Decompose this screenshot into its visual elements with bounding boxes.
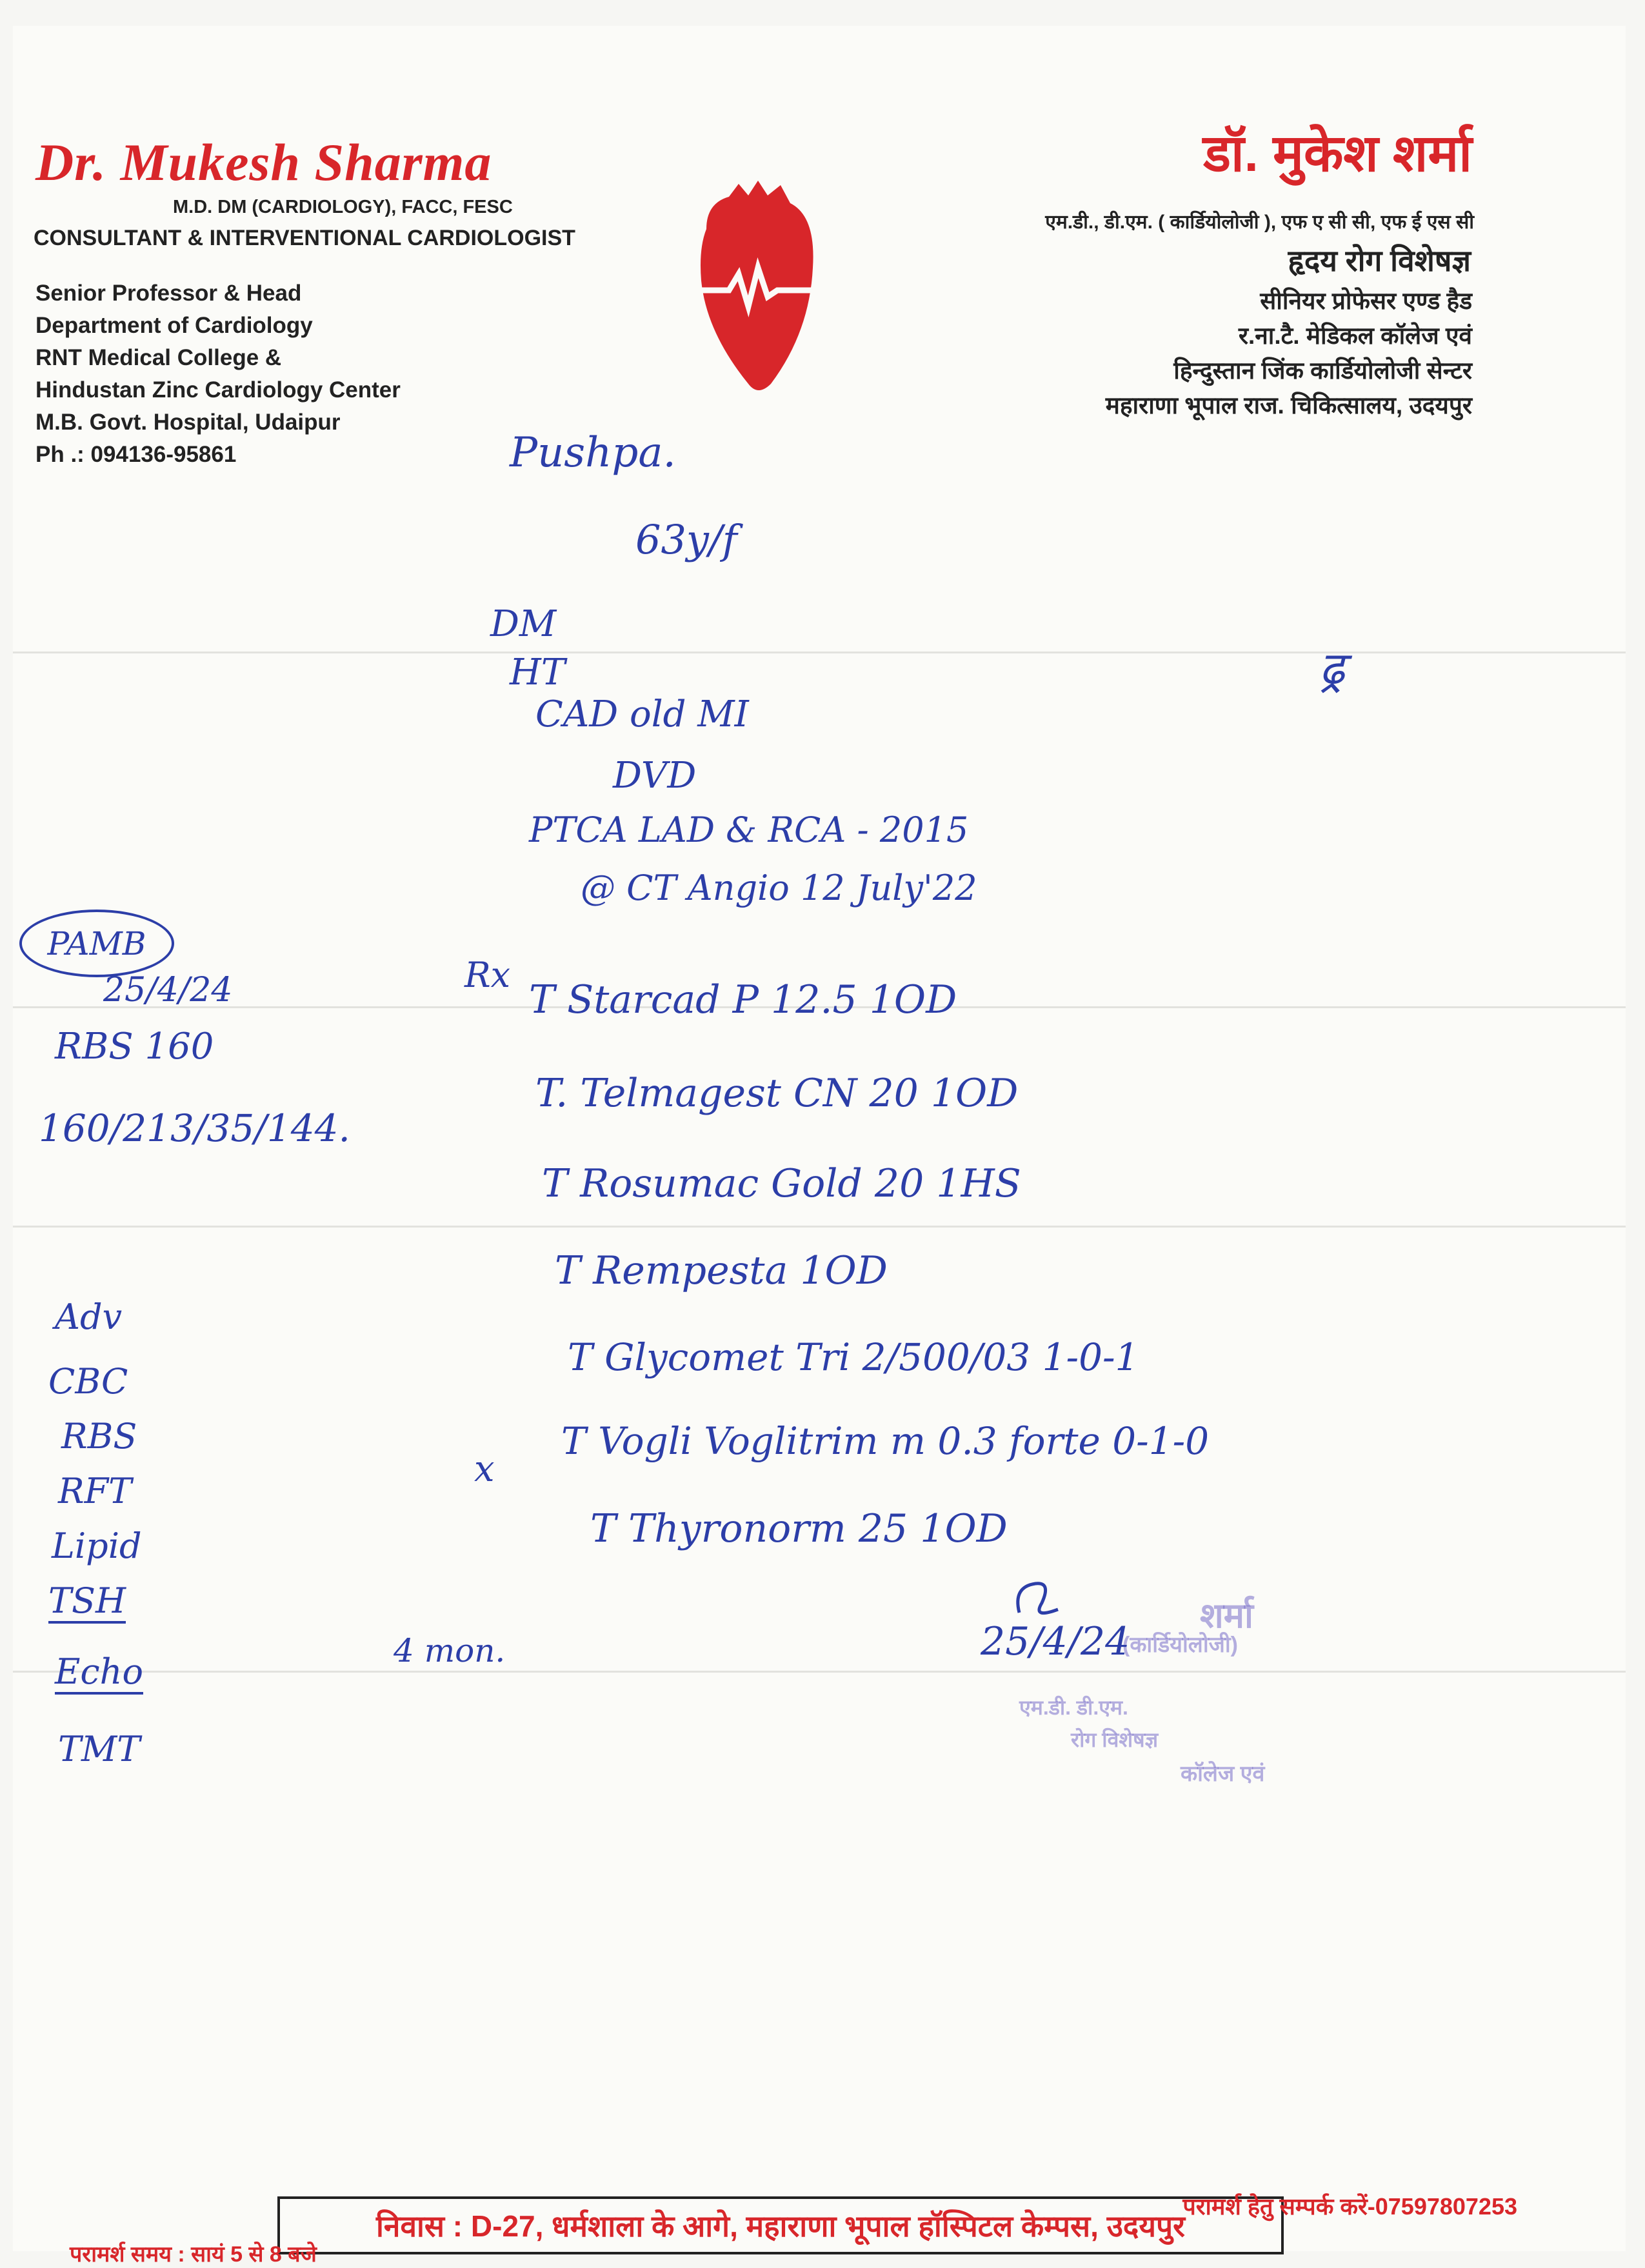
cross-mark: x [474,1448,495,1490]
affiliation-line: RNT Medical College & [35,345,282,370]
affiliation-line: M.B. Govt. Hospital, Udaipur [35,410,341,435]
contact-number: परामर्श हेतु सम्पर्क करें-07597807253 [1182,2193,1517,2220]
bp-label-circled: PAMB [19,910,174,977]
investigation-item: TSH [48,1580,126,1624]
affiliation-line-hindi: सीनियर प्रोफेसर एण्ड हैड [1260,288,1472,314]
investigation-item: Adv [55,1297,123,1337]
medication-item: T Rosumac Gold 20 1HS [542,1161,1021,1206]
residence-address: निवास : D-27, धर्मशाला के आगे, महाराणा भूपाल हॉस्पिटल केम्पस, उदयपुर [277,2196,1284,2254]
history-item: PTCA LAD & RCA - 2015 [529,810,969,850]
doctor-affiliations [35,277,401,471]
history-item: DM [490,603,557,645]
medication-item: T Starcad P 12.5 1OD [529,977,957,1022]
rbs-reading: RBS 160 [55,1026,214,1068]
signature-date: 25/4/24 [981,1619,1130,1664]
stamp-text: एम.डी. डी.एम. [1019,1696,1128,1719]
stamp-text: रोग विशेषज्ञ [1071,1728,1159,1751]
stamp-text: कॉलेज एवं [1181,1762,1265,1786]
investigation-item: TMT [58,1729,141,1769]
left-date: 25/4/24 [103,971,233,1010]
doctor-name-hindi: डॉ. मुकेश शर्मा [1203,124,1472,182]
history-item: HT [510,652,566,693]
investigation-item: RFT [58,1471,132,1511]
history-item: @ CT Angio 12 July'22 [581,868,977,908]
patient-name: Pushpa. [510,429,676,477]
medication-item: T Thyronorm 25 1OD [590,1506,1008,1551]
medication-item: T. Telmagest CN 20 1OD [535,1071,1019,1116]
history-item: CAD old MI [535,693,749,735]
doctor-qualifications-hindi: एम.डी., डी.एम. ( कार्डियोलोजी ), एफ ए सी सी, एफ ई एस सी [1045,212,1474,233]
medication-item: T Glycomet Tri 2/500/03 1-0-1 [568,1335,1139,1379]
signature-mark [1006,1574,1071,1626]
side-mark: ढ्र [1319,642,1345,695]
followup-note: 4 mon. [394,1632,506,1669]
rx-symbol: Rx [464,955,511,995]
affiliation-line-hindi: हिन्दुस्तान जिंक कार्डियोलोजी सेन्टर [1173,357,1472,384]
doctor-qualifications: M.D. DM (CARDIOLOGY), FACC, FESC [173,197,513,217]
affiliation-line: Senior Professor & Head [35,281,302,306]
history-item: DVD [613,755,697,797]
affiliation-line-hindi: र.ना.टै. मेडिकल कॉलेज एवं [1238,323,1472,349]
paper-fold [13,652,1626,653]
stamp-text: शर्मा [1200,1597,1253,1635]
consultation-timing: परामर्श समय : सायं 5 से 8 बजे [70,2242,317,2267]
affiliation-line: Hindustan Zinc Cardiology Center [35,377,401,403]
patient-age-sex: 63y/f [635,516,737,563]
stamp-text: (कार्डियोलोजी) [1122,1633,1238,1657]
investigation-item: Echo [55,1651,143,1695]
investigation-item: RBS [61,1416,137,1457]
medication-item: T Vogli Voglitrim m 0.3 forte 0-1-0 [561,1419,1210,1463]
investigation-item: Lipid [52,1526,142,1566]
affiliation-line: Department of Cardiology [35,313,313,338]
doctor-title: CONSULTANT & INTERVENTIONAL CARDIOLOGIST [34,226,575,250]
heart-ecg-logo [693,177,822,397]
bp-reading: 160/213/35/144. [39,1106,350,1150]
doctor-affiliations-hindi [1106,284,1472,423]
doctor-name-english: Dr. Mukesh Sharma [35,133,492,192]
affiliation-line-hindi: महाराणा भूपाल राज. चिकित्सालय, उदयपुर [1105,392,1472,419]
medication-item: T Rempesta 1OD [555,1248,888,1293]
doctor-specialty-hindi: हृदय रोग विशेषज्ञ [1288,244,1471,277]
paper-fold [13,1226,1626,1228]
phone-number: Ph .: 094136-95861 [35,442,237,467]
investigation-item: CBC [48,1361,128,1402]
paper-fold [13,1671,1626,1673]
